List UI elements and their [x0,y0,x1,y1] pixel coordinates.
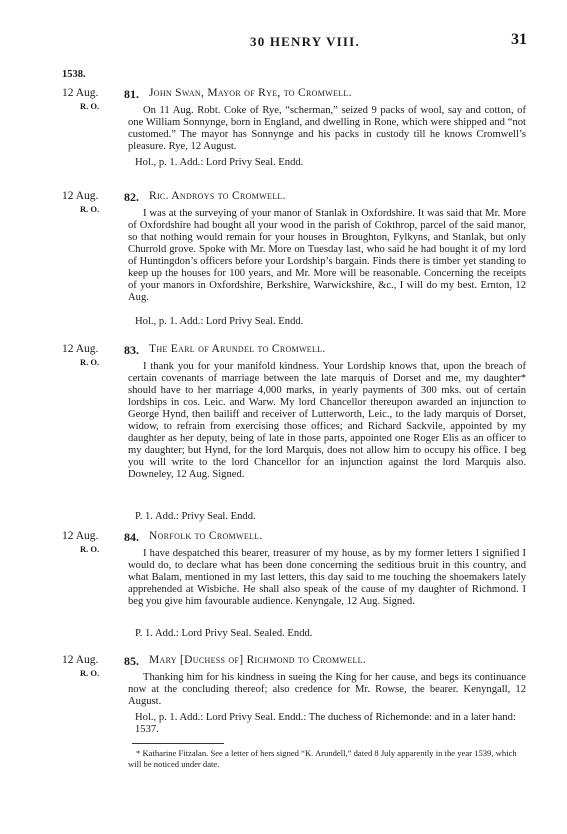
page-header [0,31,567,54]
entry-body: Thanking him for his kindness in sueing the King for her cause, and begs its continuance now at the concluding thereof; also credence for Mr. Rowse, the bearer. Kenyngall, 12 August. [128,672,526,707]
footnote: * Katharine Fitzalan. See a letter of hers signed “K. Arundell,” dated 8 July apparently in the year 1539, which will be noticed under date. [128,748,517,769]
entry-source: R. O. [80,668,100,678]
entry-heading: Mary [Duchess of] Richmond to Cromwell. [149,654,367,666]
entry-note: Hol., p. 1. Add.: Lord Privy Seal. Endd. [135,157,304,168]
entry-note: P. 1. Add.: Lord Privy Seal. Sealed. Endd. [135,628,313,639]
entry-body: I have despatched this bearer, treasurer of my house, as by my former letters I signified I would do, to declare what has been done concerning the seditious bruit in this country, and what Balam, mentioned in my last letters, this day said to me touching the shoemakers lately apprehended at Wisbiche. He shall also speak of the cause of my daughter of Richmond. I beg you give him favourable audience. Kenyngale, 12 Aug. Signed. [128,548,526,607]
entry-body: I was at the surveying of your manor of Stanlak in Oxfordshire. It was said that Mr. More of Oxfordshire had bought all your wood in the parish of Cokthrop, parcel of the said manor, so that nothing would remain for your houses in Broughton, Fylkyns, and Stanlak, but only Churrold grove. Spoke with Mr. More on Tuesday last, who said he had bought it of my lord of Huntingdon’s officers before your Lordship’s bargain. Finds there is timber yet standing to keep up the houses for 100 years, and Mr. More will be reasonable. Concerning the receipts of your manors in Oxfordshire, Berkshire, Warwickshire, &c., I will do my best. Ernton, 12 Aug. [128,208,526,303]
entry-date: 12 Aug. [62,190,99,202]
entry-source: R. O. [80,357,100,367]
entry-date: 12 Aug. [62,654,99,666]
entry-heading: The Earl of Arundel to Cromwell. [149,343,326,355]
year-marker: 1538. [62,69,86,80]
running-head: 30 HENRY VIII. [250,34,360,49]
entry-number: 83. [124,343,139,357]
entry-body: I thank you for your manifold kindness. Your Lordship knows that, upon the breach of certain covenants of marriage between the late marquis of Dorset and me, my daughter* should have to her marriage 4,000 marks, in yearly payments of 300 mks. out of certain lordships in cos. Leic. and Warw. My lord Chancellor thereupon awarded an injunction to George Hynd, then bailiff and receiver of Lutterworth, Leic., to the lady marquis of Dorset, widow, to refrain from exercising those offices; and Richard Sackvile, appointed by my daughter as her deputy, being of late in those parts, appointed one Roger Elis as an officer to my daughter; but Hynd, for the lord Marquis, does not allow him to occupy his office. I beg you will write to the lord Chancellor for an injunction against the lord Marquis also. Downeley, 12 Aug. Signed. [128,361,526,480]
entry-source: R. O. [80,544,100,554]
entry-body: On 11 Aug. Robt. Coke of Rye, “scherman,” seized 9 packs of wool, say and cotton, of one William Sonnynge, born in England, and dwelling in Rone, which were shipped and “not customed.” The mayor has Sonnynge and his packs in custody till he knows Cromwell’s pleasure. Rye, 12 August. [128,105,526,152]
entry-note: P. 1. Add.: Privy Seal. Endd. [135,511,256,522]
entry-heading: Ric. Androys to Cromwell. [149,190,286,202]
entry-source: R. O. [80,101,100,111]
entry-heading: John Swan, Mayor of Rye, to Cromwell. [149,87,352,99]
entry-note: Hol., p. 1. Add.: Lord Privy Seal. Endd. [135,316,304,327]
page-number: 31 [511,31,527,48]
watermark: ​ [353,303,366,316]
entry-source: R. O. [80,204,100,214]
entry-note: Hol., p. 1. Add.: Lord Privy Seal. Endd.: The duchess of Richemonde: and in a later hand: 1537. [135,712,516,735]
entry-date: 12 Aug. [62,87,99,99]
entry-date: 12 Aug. [62,530,99,542]
entry-heading: Norfolk to Cromwell. [149,530,263,542]
entry-date: 12 Aug. [62,343,99,355]
entry-number: 85. [124,654,139,668]
entry-number: 81. [124,87,139,101]
footnote-rule [132,743,224,744]
entry-number: 84. [124,530,139,544]
entry-number: 82. [124,190,139,204]
